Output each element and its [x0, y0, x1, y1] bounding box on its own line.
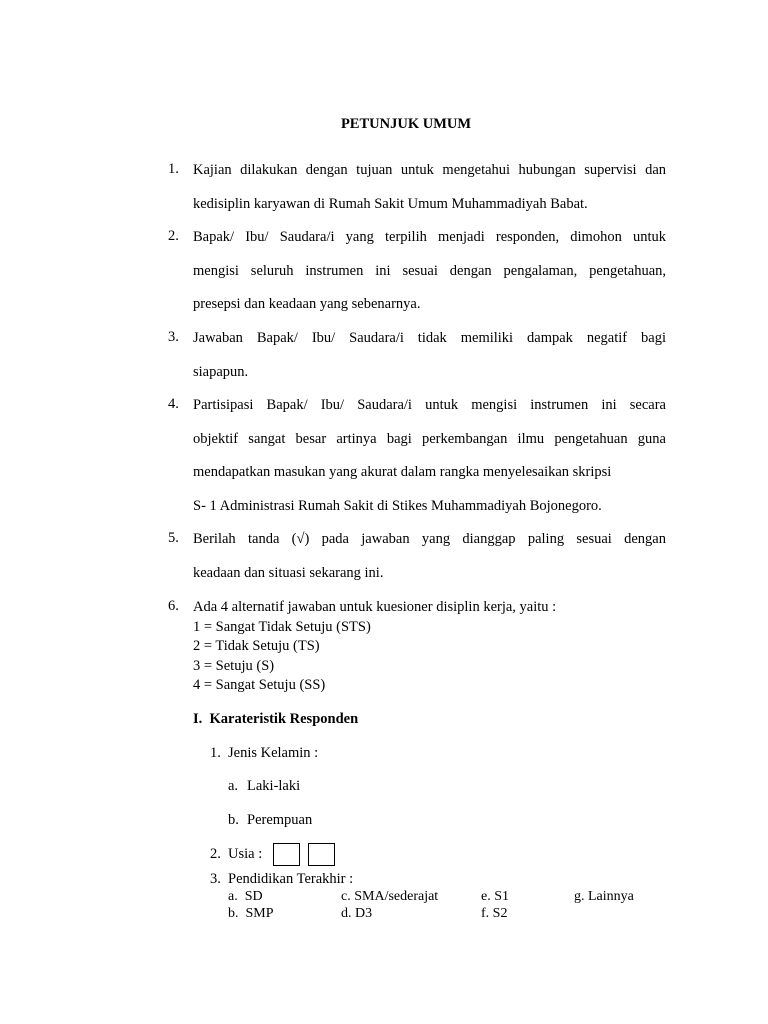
option-lainnya[interactable]	[574, 889, 634, 905]
question-label: Jenis Kelamin :	[228, 745, 319, 761]
item-number: 3.	[168, 329, 179, 345]
option-letter: e.	[481, 889, 491, 904]
instruction-item-4	[168, 389, 666, 523]
age-digit-box-2[interactable]	[308, 843, 335, 866]
scale-option: 4 = Sangat Setuju (SS)	[193, 677, 326, 693]
age-digit-box-1[interactable]	[273, 843, 300, 866]
scale-option: 1 = Sangat Tidak Setuju (STS)	[193, 618, 371, 635]
option-label: Lainnya	[588, 889, 634, 904]
option-letter: d.	[341, 906, 352, 921]
item-number: 5.	[168, 530, 179, 546]
instruction-item-2	[168, 221, 666, 322]
scale-option: 3 = Setuju (S)	[193, 657, 275, 674]
option-letter: a.	[228, 889, 238, 904]
item-line: objektif sangat besar artinya bagi perkembangan ilmu pengetahuan guna	[193, 430, 666, 447]
instruction-item-3	[168, 322, 666, 389]
item-line: mendapatkan masukan yang akurat dalam rangka menyelesaikan skripsi	[193, 464, 612, 480]
option-smp[interactable]	[228, 906, 274, 922]
instruction-item-6	[168, 598, 666, 696]
item-line: siapapun.	[193, 363, 249, 380]
option-letter: b.	[228, 906, 239, 921]
item-line: keadaan dan situasi sekarang ini.	[193, 564, 384, 581]
item-number: 1.	[168, 161, 179, 177]
option-letter: f.	[481, 906, 490, 921]
option-letter: c.	[341, 889, 351, 904]
question-label: Usia :	[228, 846, 263, 862]
instruction-item-1	[168, 154, 666, 221]
page-title: PETUNJUK UMUM	[340, 116, 472, 132]
option-sd[interactable]	[228, 889, 263, 905]
option-s2[interactable]	[481, 906, 507, 922]
option-letter: g.	[574, 889, 585, 904]
option-s1[interactable]	[481, 889, 509, 905]
item-line: kedisiplin karyawan di Rumah Sakit Umum Muhammadiyah Babat.	[193, 195, 588, 212]
item-number: 2.	[168, 228, 179, 244]
item-number: 4.	[168, 396, 179, 412]
item-line: Kajian dilakukan dengan tujuan untuk mengetahui hubungan supervisi dan	[193, 162, 666, 178]
option-label: D3	[355, 906, 373, 921]
option-label: SMP	[245, 906, 274, 921]
option-label: SMA/sederajat	[354, 889, 439, 904]
item-line: presepsi dan keadaan yang sebenarnya.	[193, 296, 421, 312]
item-line: Jawaban Bapak/ Ibu/ Saudara/i tidak memiliki dampak negatif bagi	[193, 330, 666, 346]
option-label: SD	[244, 889, 263, 904]
option-label: Laki-laki	[247, 778, 301, 794]
item-line: Bapak/ Ibu/ Saudara/i yang terpilih menjadi responden, dimohon untuk	[193, 229, 666, 245]
option-label: S1	[494, 889, 510, 904]
question-label: Pendidikan Terakhir :	[228, 871, 354, 887]
question-number: 1.	[210, 745, 221, 761]
item-line: mengisi seluruh instrumen ini sesuai dengan pengalaman, pengetahuan,	[193, 262, 666, 279]
item-line: Partisipasi Bapak/ Ibu/ Saudara/i untuk mengisi instrumen ini secara	[193, 397, 666, 413]
item-line: Berilah tanda (√) pada jawaban yang dianggap paling sesuai dengan	[193, 531, 666, 547]
item-number: 6.	[168, 598, 179, 614]
option-d3[interactable]	[341, 906, 372, 922]
item-line: Ada 4 alternatif jawaban untuk kuesioner disiplin kerja, yaitu :	[193, 599, 557, 615]
option-letter: a.	[228, 778, 239, 794]
option-letter: b.	[228, 812, 239, 828]
option-sma[interactable]	[341, 889, 438, 905]
question-number: 2.	[210, 846, 221, 862]
item-line: S- 1 Administrasi Rumah Sakit di Stikes Muhammadiyah Bojonegoro.	[193, 497, 602, 514]
section-heading: I. Karateristik Responden	[193, 711, 359, 727]
instruction-item-5	[168, 523, 666, 590]
option-label: S2	[492, 906, 508, 921]
scale-option: 2 = Tidak Setuju (TS)	[193, 638, 320, 654]
question-number: 3.	[210, 871, 221, 887]
option-label: Perempuan	[247, 812, 313, 828]
